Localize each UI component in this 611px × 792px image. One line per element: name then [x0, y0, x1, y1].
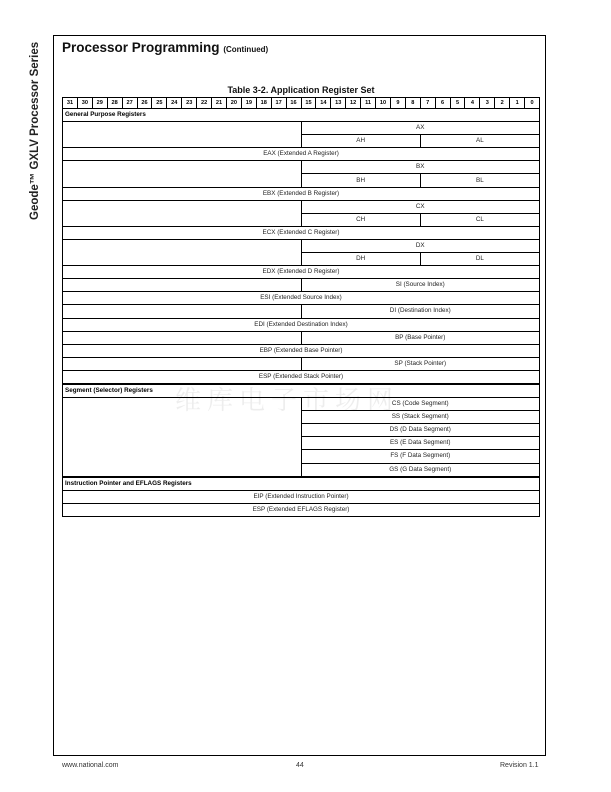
bit-header: 9 [390, 98, 405, 109]
register-32bit: ESI (Extended Source Index) [63, 292, 540, 305]
register-32bit: ESP (Extended Stack Pointer) [63, 370, 540, 384]
register-table [62, 97, 540, 517]
register-32bit: EDX (Extended D Register) [63, 266, 540, 279]
register-32bit: EDI (Extended Destination Index) [63, 318, 540, 331]
bit-header: 0 [525, 98, 540, 109]
bit-header: 19 [241, 98, 256, 109]
table-row [63, 161, 540, 174]
segment-register: ES (E Data Segment) [301, 437, 540, 450]
table-row [63, 490, 540, 503]
segment-register: SS (Stack Segment) [301, 411, 540, 424]
reserved-cell [63, 200, 302, 226]
bit-header: 18 [256, 98, 271, 109]
table-row [63, 292, 540, 305]
table-row [63, 279, 540, 292]
reserved-cell [63, 357, 302, 370]
table-row [63, 384, 540, 398]
revision: Revision 1.1 [500, 762, 539, 769]
bit-header: 22 [197, 98, 212, 109]
register-16bit: DI (Destination Index) [301, 305, 540, 318]
bit-header: 13 [331, 98, 346, 109]
bit-header: 8 [405, 98, 420, 109]
bit-header: 1 [510, 98, 525, 109]
title-continued: (Continued) [223, 45, 269, 54]
register-16bit: DX [301, 239, 540, 252]
bit-header: 2 [495, 98, 510, 109]
bit-header: 12 [346, 98, 361, 109]
bit-header: 7 [420, 98, 435, 109]
reserved-cell [63, 279, 302, 292]
register-high-byte: AH [301, 135, 420, 148]
register-16bit: SI (Source Index) [301, 279, 540, 292]
bit-header: 17 [271, 98, 286, 109]
bit-header: 25 [152, 98, 167, 109]
register-low-byte: BL [420, 174, 539, 187]
table-row [63, 200, 540, 213]
segment-register: CS (Code Segment) [301, 398, 540, 411]
register-16bit: SP (Stack Pointer) [301, 357, 540, 370]
bit-header: 27 [122, 98, 137, 109]
bit-header: 26 [137, 98, 152, 109]
register-32bit: ESP (Extended EFLAGS Register) [63, 503, 540, 516]
bit-header: 21 [212, 98, 227, 109]
table-row [63, 109, 540, 122]
reserved-cell [63, 161, 302, 187]
bit-header: 5 [450, 98, 465, 109]
bit-header: 15 [301, 98, 316, 109]
table-row [63, 187, 540, 200]
register-low-byte: AL [420, 135, 539, 148]
register-32bit: EAX (Extended A Register) [63, 148, 540, 161]
bit-header: 20 [226, 98, 241, 109]
table-row [63, 477, 540, 491]
bit-header: 29 [92, 98, 107, 109]
bit-header: 30 [77, 98, 92, 109]
register-high-byte: DH [301, 253, 420, 266]
register-16bit: BP (Base Pointer) [301, 331, 540, 344]
reserved-cell [63, 398, 302, 477]
bit-header: 23 [182, 98, 197, 109]
bit-header: 4 [465, 98, 480, 109]
table-row [63, 122, 540, 135]
table-row [63, 266, 540, 279]
table-row [63, 148, 540, 161]
footer-url: www.national.com [62, 762, 119, 769]
section-heading: General Purpose Registers [63, 109, 540, 122]
register-high-byte: BH [301, 174, 420, 187]
bit-header: 3 [480, 98, 495, 109]
watermark: 维库电子市场网 [175, 386, 400, 416]
bit-header: 24 [167, 98, 182, 109]
register-low-byte: DL [420, 253, 539, 266]
bit-header: 6 [435, 98, 450, 109]
page-number: 44 [296, 762, 304, 769]
segment-register: FS (F Data Segment) [301, 450, 540, 463]
segment-register: DS (D Data Segment) [301, 424, 540, 437]
bit-header: 14 [316, 98, 331, 109]
register-32bit: EIP (Extended Instruction Pointer) [63, 490, 540, 503]
bit-header: 31 [63, 98, 78, 109]
bit-header: 28 [107, 98, 122, 109]
bit-header: 11 [361, 98, 376, 109]
table-row [63, 331, 540, 344]
table-row [63, 226, 540, 239]
section-heading: Segment (Selector) Registers [63, 384, 540, 398]
page-title [62, 40, 268, 55]
register-high-byte: CH [301, 213, 420, 226]
table-row [63, 503, 540, 516]
reserved-cell [63, 331, 302, 344]
table-row [63, 239, 540, 252]
bit-header: 16 [286, 98, 301, 109]
register-16bit: BX [301, 161, 540, 174]
register-32bit: EBX (Extended B Register) [63, 187, 540, 200]
register-32bit: EBP (Extended Base Pointer) [63, 344, 540, 357]
table-row [63, 305, 540, 318]
table-row [63, 370, 540, 384]
title-text: Processor Programming [62, 40, 220, 55]
register-low-byte: CL [420, 213, 539, 226]
table-caption: Table 3-2. Application Register Set [227, 85, 375, 95]
bit-header: 10 [376, 98, 391, 109]
segment-register: GS (G Data Segment) [301, 463, 540, 477]
table-row [63, 357, 540, 370]
register-16bit: AX [301, 122, 540, 135]
reserved-cell [63, 305, 302, 318]
reserved-cell [63, 239, 302, 265]
section-heading: Instruction Pointer and EFLAGS Registers [63, 477, 540, 491]
table-row [63, 318, 540, 331]
register-32bit: ECX (Extended C Register) [63, 226, 540, 239]
table-row [63, 344, 540, 357]
register-16bit: CX [301, 200, 540, 213]
table-row [63, 98, 540, 109]
table-row [63, 398, 540, 411]
side-series-title: Geode™ GXLV Processor Series [29, 41, 41, 220]
reserved-cell [63, 122, 302, 148]
